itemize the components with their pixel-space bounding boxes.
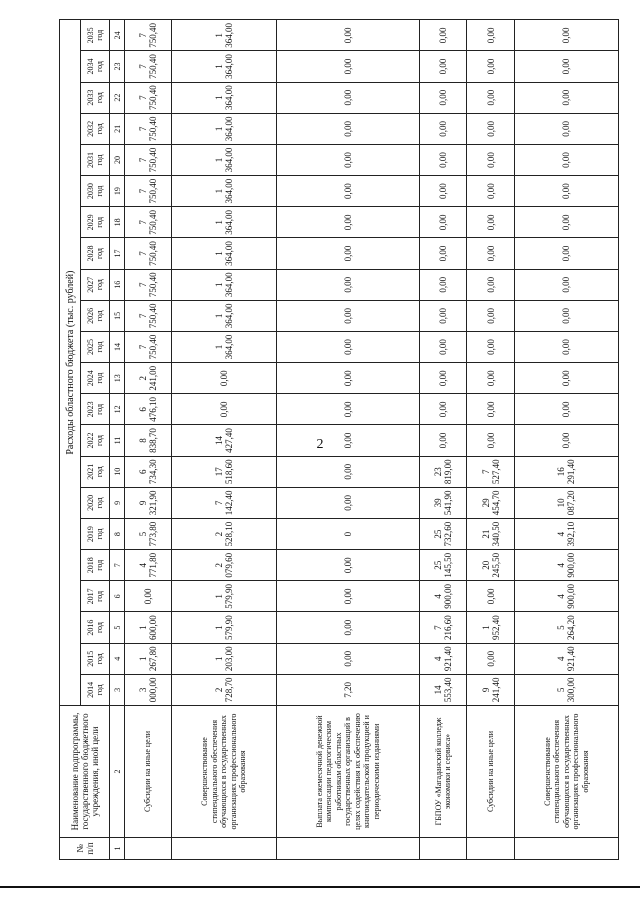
value-cell: 5 773,80 <box>125 518 172 549</box>
table-row <box>514 20 618 860</box>
column-number: 24 <box>110 20 125 51</box>
column-number: 14 <box>110 331 125 362</box>
value-cell: 0,00 <box>276 207 419 238</box>
value-cell: 0,00 <box>467 20 514 51</box>
value-cell: 0,00 <box>514 144 618 175</box>
value-cell: 0,00 <box>276 176 419 207</box>
value-cell: 0,00 <box>172 394 276 425</box>
value-cell: 0,00 <box>125 581 172 612</box>
value-cell: 0,00 <box>419 51 466 82</box>
value-cell: 0,00 <box>467 300 514 331</box>
value-cell: 4 900,00 <box>419 581 466 612</box>
value-cell: 0,00 <box>276 331 419 362</box>
column-number: 4 <box>110 643 125 674</box>
value-cell: 0,00 <box>419 425 466 456</box>
value-cell: 1 364,00 <box>172 331 276 362</box>
row-index <box>467 838 514 860</box>
header-year: 2031 год <box>81 144 110 175</box>
value-cell: 1 364,00 <box>172 144 276 175</box>
header-year: 2016 год <box>81 612 110 643</box>
value-cell: 0,00 <box>467 331 514 362</box>
value-cell: 1 952,40 <box>467 612 514 643</box>
table-row <box>419 20 466 860</box>
value-cell: 0,00 <box>276 144 419 175</box>
column-numbers-row <box>110 20 125 860</box>
value-cell: 0,00 <box>514 207 618 238</box>
column-number: 12 <box>110 394 125 425</box>
table-row <box>467 20 514 860</box>
value-cell: 39 541,90 <box>419 487 466 518</box>
rotated-content <box>59 20 619 860</box>
value-cell: 1 364,00 <box>172 20 276 51</box>
column-number: 6 <box>110 581 125 612</box>
value-cell: 0,00 <box>419 20 466 51</box>
value-cell: 0,00 <box>276 581 419 612</box>
header-year: 2022 год <box>81 425 110 456</box>
bottom-rule <box>0 886 640 888</box>
value-cell: 4 900,00 <box>514 550 618 581</box>
value-cell: 0,00 <box>514 331 618 362</box>
value-cell: 7 750,40 <box>125 331 172 362</box>
value-cell: 7 750,40 <box>125 238 172 269</box>
row-name: Субсидии на иные цели <box>125 706 172 838</box>
value-cell: 0,00 <box>467 207 514 238</box>
row-name: Выплата ежемесячной денежной компенсации педагогическим работникам областных государственных организаций в целях содействия их обеспечению книгоиздательской продукцией и периодическими изданиями <box>276 706 419 838</box>
value-cell: 0,00 <box>276 425 419 456</box>
value-cell: 0,00 <box>467 51 514 82</box>
value-cell: 7 750,40 <box>125 51 172 82</box>
value-cell: 0,00 <box>514 113 618 144</box>
value-cell: 0,00 <box>467 176 514 207</box>
header-number: № п/п <box>60 838 110 860</box>
value-cell: 0,00 <box>467 643 514 674</box>
value-cell: 4 900,00 <box>514 581 618 612</box>
column-number: 1 <box>110 838 125 860</box>
value-cell: 0,00 <box>419 331 466 362</box>
value-cell: 7 527,40 <box>467 456 514 487</box>
header-year: 2018 год <box>81 550 110 581</box>
column-number: 10 <box>110 456 125 487</box>
value-cell: 9 241,40 <box>467 674 514 705</box>
value-cell: 0,00 <box>276 550 419 581</box>
column-number: 16 <box>110 269 125 300</box>
value-cell: 23 819,00 <box>419 456 466 487</box>
value-cell: 0,00 <box>276 113 419 144</box>
value-cell: 0,00 <box>467 425 514 456</box>
header-expenses: Расходы областного бюджета (тыс. рублей) <box>60 20 81 706</box>
value-cell: 0,00 <box>467 363 514 394</box>
value-cell: 7 750,40 <box>125 269 172 300</box>
row-name: Совершенствование стипендиального обеспечения обучающихся в государственных организациях профессионального образования <box>514 706 618 838</box>
value-cell: 0,00 <box>419 238 466 269</box>
value-cell: 0,00 <box>514 300 618 331</box>
value-cell: 0,00 <box>514 82 618 113</box>
header-year: 2021 год <box>81 456 110 487</box>
row-index <box>419 838 466 860</box>
value-cell: 1 600,00 <box>125 612 172 643</box>
value-cell: 4 392,10 <box>514 518 618 549</box>
header-year: 2020 год <box>81 487 110 518</box>
value-cell: 8 838,70 <box>125 425 172 456</box>
value-cell: 0,00 <box>419 269 466 300</box>
header-group-row <box>60 20 81 860</box>
value-cell: 2 241,00 <box>125 363 172 394</box>
value-cell: 0,00 <box>276 643 419 674</box>
value-cell: 0,00 <box>514 51 618 82</box>
row-name: ГБПОУ «Магаданский колледж экономики и сервиса» <box>419 706 466 838</box>
value-cell: 9 321,90 <box>125 487 172 518</box>
value-cell: 0,00 <box>514 425 618 456</box>
column-number: 5 <box>110 612 125 643</box>
value-cell: 0,00 <box>467 269 514 300</box>
value-cell: 4 921,40 <box>514 643 618 674</box>
value-cell: 0,00 <box>467 394 514 425</box>
value-cell: 0,00 <box>276 238 419 269</box>
column-number: 20 <box>110 144 125 175</box>
value-cell: 16 291,40 <box>514 456 618 487</box>
budget-table <box>59 19 619 860</box>
value-cell: 1 579,90 <box>172 612 276 643</box>
value-cell: 1 364,00 <box>172 113 276 144</box>
value-cell: 4 771,80 <box>125 550 172 581</box>
column-number: 17 <box>110 238 125 269</box>
row-index <box>276 838 419 860</box>
column-number: 15 <box>110 300 125 331</box>
header-year: 2014 год <box>81 674 110 705</box>
column-number: 2 <box>110 706 125 838</box>
value-cell: 17 518,60 <box>172 456 276 487</box>
header-year: 2015 год <box>81 643 110 674</box>
value-cell: 0,00 <box>419 82 466 113</box>
value-cell: 0,00 <box>276 269 419 300</box>
row-index <box>514 838 618 860</box>
value-cell: 7 750,40 <box>125 82 172 113</box>
value-cell: 2 079,60 <box>172 550 276 581</box>
value-cell: 0,00 <box>276 394 419 425</box>
value-cell: 0,00 <box>419 144 466 175</box>
value-cell: 0,00 <box>467 113 514 144</box>
header-year: 2030 год <box>81 176 110 207</box>
value-cell: 29 454,70 <box>467 487 514 518</box>
value-cell: 1 364,00 <box>172 269 276 300</box>
header-year: 2026 год <box>81 300 110 331</box>
value-cell: 0,00 <box>419 300 466 331</box>
value-cell: 7 750,40 <box>125 300 172 331</box>
header-year: 2023 год <box>81 394 110 425</box>
value-cell: 0,00 <box>467 238 514 269</box>
rotated-page <box>59 20 619 860</box>
value-cell: 0,00 <box>276 612 419 643</box>
value-cell: 0,00 <box>276 82 419 113</box>
value-cell: 7 750,40 <box>125 20 172 51</box>
value-cell: 0,00 <box>467 144 514 175</box>
value-cell: 1 267,80 <box>125 643 172 674</box>
value-cell: 21 340,50 <box>467 518 514 549</box>
value-cell: 0,00 <box>514 363 618 394</box>
value-cell: 0,00 <box>514 176 618 207</box>
value-cell: 0,00 <box>514 238 618 269</box>
column-number: 13 <box>110 363 125 394</box>
header-year: 2024 год <box>81 363 110 394</box>
value-cell: 5 264,20 <box>514 612 618 643</box>
value-cell: 1 364,00 <box>172 51 276 82</box>
value-cell: 4 921,40 <box>419 643 466 674</box>
column-number: 9 <box>110 487 125 518</box>
value-cell: 1 364,00 <box>172 207 276 238</box>
value-cell: 2 528,10 <box>172 518 276 549</box>
header-year: 2019 год <box>81 518 110 549</box>
header-year: 2034 год <box>81 51 110 82</box>
value-cell: 0,00 <box>467 581 514 612</box>
value-cell: 7 750,40 <box>125 144 172 175</box>
value-cell: 0,00 <box>514 20 618 51</box>
column-number: 23 <box>110 51 125 82</box>
column-number: 8 <box>110 518 125 549</box>
value-cell: 10 087,20 <box>514 487 618 518</box>
value-cell: 1 364,00 <box>172 82 276 113</box>
row-name: Совершенствование стипендиального обеспечения обучающихся в государственных организациях профессионального образования <box>172 706 276 838</box>
table-body <box>125 20 619 860</box>
value-cell: 1 364,00 <box>172 238 276 269</box>
value-cell: 1 364,00 <box>172 300 276 331</box>
header-name: Наименование подпрограммы, государственного бюджетного учреждения, иной цели <box>60 706 110 838</box>
value-cell: 0,00 <box>514 394 618 425</box>
value-cell: 0,00 <box>276 300 419 331</box>
value-cell: 1 364,00 <box>172 176 276 207</box>
value-cell: 25 732,60 <box>419 518 466 549</box>
row-index <box>125 838 172 860</box>
value-cell: 3 000,00 <box>125 674 172 705</box>
header-year: 2032 год <box>81 113 110 144</box>
row-index <box>172 838 276 860</box>
header-year: 2025 год <box>81 331 110 362</box>
column-number: 7 <box>110 550 125 581</box>
column-number: 11 <box>110 425 125 456</box>
table-row <box>172 20 276 860</box>
value-cell: 0,00 <box>276 363 419 394</box>
column-number: 19 <box>110 176 125 207</box>
value-cell: 14 553,40 <box>419 674 466 705</box>
header-year: 2017 год <box>81 581 110 612</box>
value-cell: 0,00 <box>419 207 466 238</box>
header-year: 2033 год <box>81 82 110 113</box>
value-cell: 7,20 <box>276 674 419 705</box>
value-cell: 20 245,50 <box>467 550 514 581</box>
column-number: 22 <box>110 82 125 113</box>
value-cell: 0,00 <box>514 269 618 300</box>
value-cell: 0,00 <box>419 363 466 394</box>
value-cell: 1 203,00 <box>172 643 276 674</box>
table-row <box>276 20 419 860</box>
header-year: 2029 год <box>81 207 110 238</box>
value-cell: 7 750,40 <box>125 207 172 238</box>
value-cell: 6 476,10 <box>125 394 172 425</box>
header-year: 2027 год <box>81 269 110 300</box>
value-cell: 0,00 <box>276 20 419 51</box>
value-cell: 14 427,40 <box>172 425 276 456</box>
page-number: 2 <box>316 437 324 452</box>
value-cell: 0,00 <box>276 456 419 487</box>
value-cell: 5 300,00 <box>514 674 618 705</box>
header-year: 2035 год <box>81 20 110 51</box>
row-name: Субсидии на иные цели <box>467 706 514 838</box>
value-cell: 2 728,70 <box>172 674 276 705</box>
column-number: 21 <box>110 113 125 144</box>
header-year: 2028 год <box>81 238 110 269</box>
value-cell: 0 <box>276 518 419 549</box>
column-number: 18 <box>110 207 125 238</box>
value-cell: 0,00 <box>276 487 419 518</box>
value-cell: 7 216,60 <box>419 612 466 643</box>
column-number: 3 <box>110 674 125 705</box>
value-cell: 0,00 <box>419 176 466 207</box>
value-cell: 0,00 <box>276 51 419 82</box>
value-cell: 7 750,40 <box>125 113 172 144</box>
value-cell: 0,00 <box>172 363 276 394</box>
value-cell: 7 142,40 <box>172 487 276 518</box>
value-cell: 7 750,40 <box>125 176 172 207</box>
value-cell: 25 145,50 <box>419 550 466 581</box>
value-cell: 0,00 <box>419 113 466 144</box>
value-cell: 6 734,30 <box>125 456 172 487</box>
table-row <box>125 20 172 860</box>
value-cell: 1 579,90 <box>172 581 276 612</box>
value-cell: 0,00 <box>419 394 466 425</box>
value-cell: 0,00 <box>467 82 514 113</box>
